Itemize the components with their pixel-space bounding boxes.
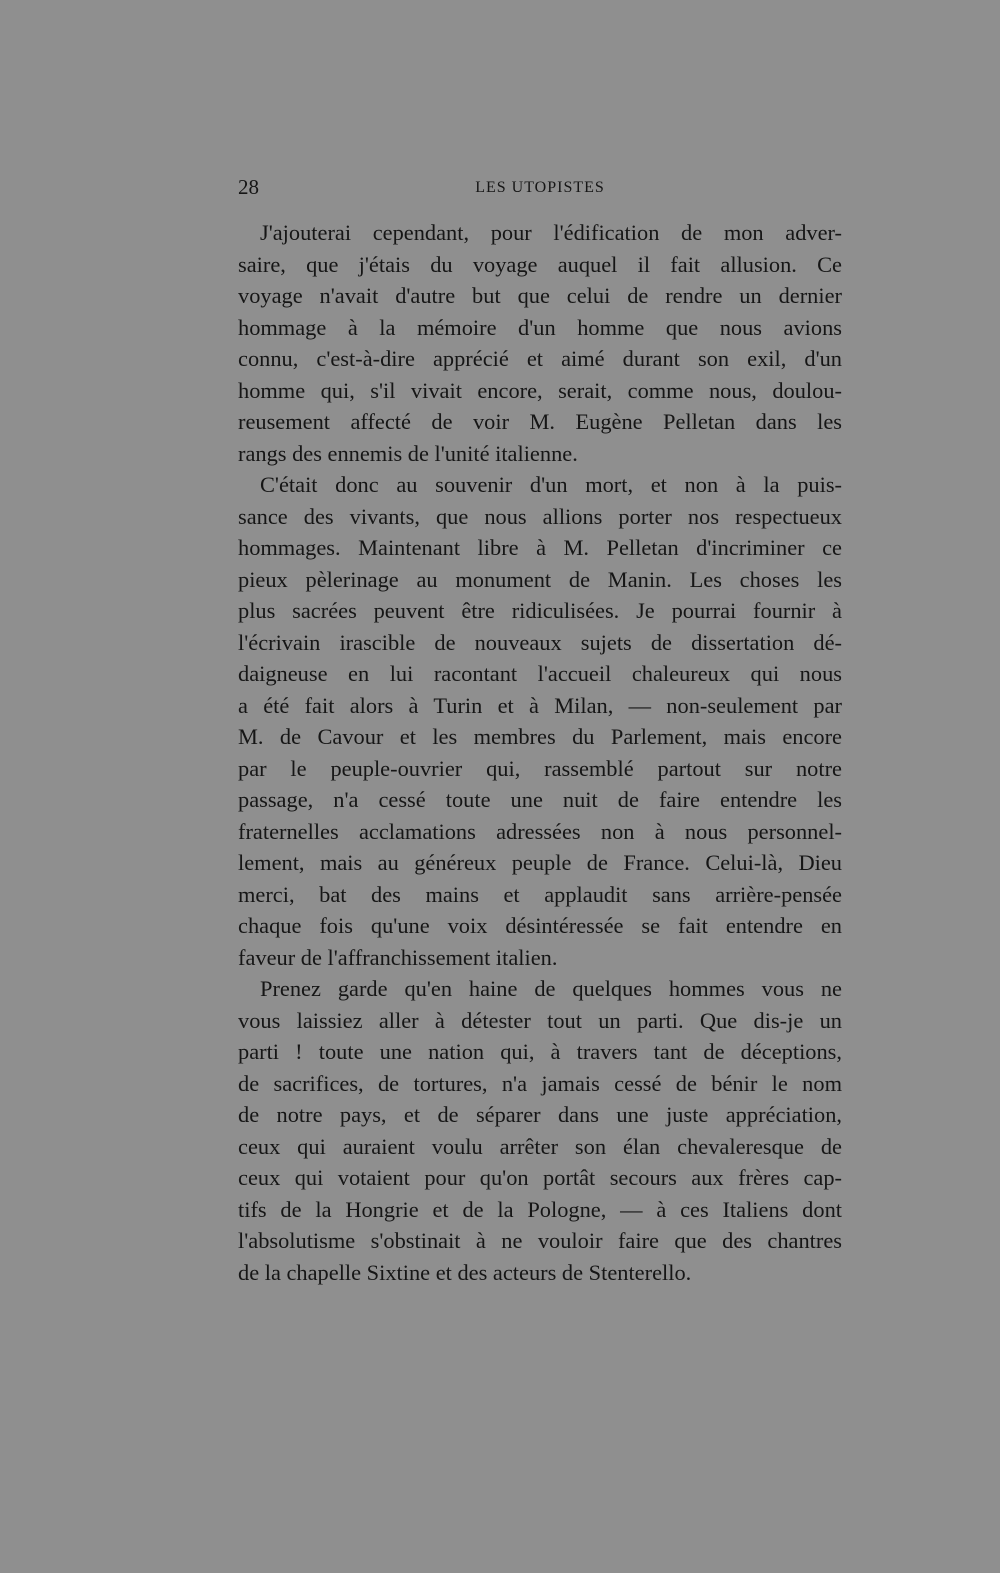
text-line: vous laissiez aller à détester tout un parti. Que dis-je un	[238, 1007, 842, 1033]
text-line: reusement affecté de voir M. Eugène Pelletan dans les	[238, 409, 842, 434]
running-title: LES UTOPISTES	[475, 179, 605, 196]
paragraph	[238, 217, 842, 469]
text-line: l'écrivain irascible de nouveaux sujets de dissertation dé-	[238, 629, 842, 655]
text-line: pieux pèlerinage au monument de Manin. Les choses les	[238, 566, 842, 592]
text-line: C'était donc au souvenir d'un mort, et non à la puis-	[260, 472, 842, 497]
paragraph	[238, 469, 842, 973]
text-line: l'absolutisme s'obstinait à ne vouloir faire que des chantres	[238, 1228, 842, 1253]
text-line: de la chapelle Sixtine et des acteurs de Stenterello.	[238, 1259, 692, 1285]
text-line: tifs de la Hongrie et de la Pologne, — à ces Italiens dont	[238, 1196, 842, 1222]
text-line: parti ! toute une nation qui, à travers tant de déceptions,	[238, 1039, 842, 1064]
text-line: M. de Cavour et les membres du Parlement, mais encore	[238, 724, 842, 749]
text-line: daigneuse en lui racontant l'accueil chaleureux qui nous	[238, 661, 842, 686]
text-line: par le peuple-ouvrier qui, rassemblé partout sur notre	[238, 755, 842, 781]
running-head	[238, 172, 842, 202]
text-line: J'ajouterai cependant, pour l'édification de mon adver-	[260, 220, 842, 245]
text-line: a été fait alors à Turin et à Milan, — non-seulement par	[238, 692, 842, 718]
text-line: merci, bat des mains et applaudit sans arrière-pensée	[238, 881, 842, 907]
text-line: voyage n'avait d'autre but que celui de rendre un dernier	[238, 283, 842, 308]
text-line: saire, que j'étais du voyage auquel il fait allusion. Ce	[238, 251, 842, 277]
text-line: ceux qui auraient voulu arrêter son élan chevaleresque de	[238, 1133, 842, 1159]
text-line: fraternelles acclamations adressées non à nous personnel-	[238, 818, 842, 844]
text-line: faveur de l'affranchissement italien.	[238, 944, 558, 970]
text-line: hommages. Maintenant libre à M. Pelletan d'incriminer ce	[238, 535, 842, 560]
text-line: plus sacrées peuvent être ridiculisées. Je pourrai fournir à	[238, 598, 842, 623]
paragraph	[238, 973, 842, 1288]
text-line: rangs des ennemis de l'unité italienne.	[238, 440, 578, 466]
book-page	[238, 172, 842, 1288]
text-line: homme qui, s'il vivait encore, serait, comme nous, doulou-	[238, 377, 842, 403]
text-line: lement, mais au généreux peuple de France. Celui-là, Dieu	[238, 850, 842, 875]
text-line: hommage à la mémoire d'un homme que nous avions	[238, 314, 842, 340]
text-line: passage, n'a cessé toute une nuit de faire entendre les	[238, 787, 842, 812]
text-line: ceux qui votaient pour qu'on portât secours aux frères cap-	[238, 1165, 842, 1190]
text-line: de sacrifices, de tortures, n'a jamais cessé de bénir le nom	[238, 1070, 842, 1096]
text-line: sance des vivants, que nous allions porter nos respectueux	[238, 503, 842, 529]
text-line: chaque fois qu'une voix désintéressée se fait entendre en	[238, 913, 842, 938]
text-line: de notre pays, et de séparer dans une juste appréciation,	[238, 1102, 842, 1127]
body-text	[238, 217, 842, 1288]
page-number: 28	[238, 175, 259, 199]
text-line: Prenez garde qu'en haine de quelques hommes vous ne	[260, 976, 842, 1001]
text-line: connu, c'est-à-dire apprécié et aimé durant son exil, d'un	[238, 346, 842, 371]
